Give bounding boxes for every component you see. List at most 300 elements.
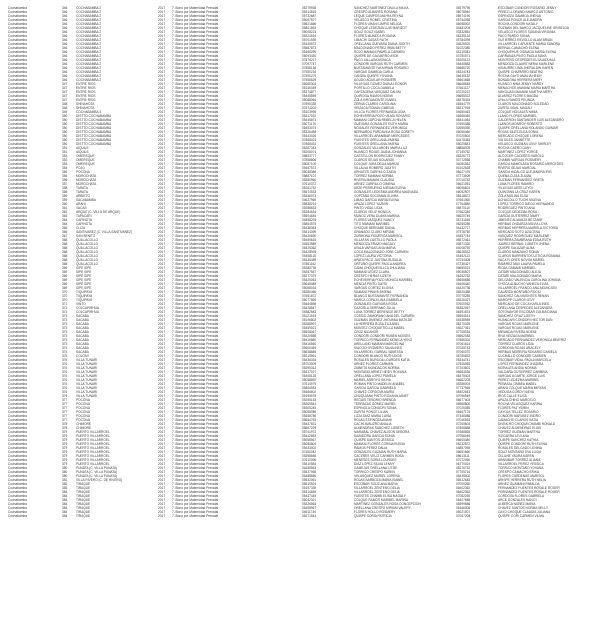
cell-mun: TIQUIPAYA: [76, 290, 93, 294]
cell-year: 2017: [158, 266, 166, 270]
cell-department: Cochabamba: [8, 458, 27, 462]
cell-mun: AIQUILE: [76, 146, 89, 150]
cell-mun: CHIMORE: [76, 426, 92, 430]
cell-id: 05071176: [302, 122, 316, 126]
cell-mun: SACABAMBA: [76, 198, 96, 202]
cell-mun: POCONA: [76, 406, 90, 410]
cell-mun: AIQUILE: [76, 150, 89, 154]
cell-ci: 04526920: [456, 42, 471, 46]
cell-code: 356: [62, 174, 68, 178]
cell-resp: CUCHALLO CONDORI CARMEN: [498, 354, 546, 358]
cell-name: MONTEZ CHOQUETICLLA MABEL: [354, 326, 405, 330]
cell-name: ECHEVERRIA POZO MONICA MARIBEL: [354, 278, 413, 282]
cell-program: 7. Bono por Maternidad Prenatal: [172, 30, 219, 34]
cell-id: 05445873: [302, 118, 317, 122]
cell-department: Cochabamba: [8, 258, 27, 262]
cell-id: 04611744: [302, 510, 316, 514]
cell-department: Cochabamba: [8, 430, 27, 434]
cell-code: 384: [62, 502, 68, 506]
cell-code: 373: [62, 338, 68, 342]
cell-program: 7. Bono por Maternidad Prenatal: [172, 154, 219, 158]
cell-year: 2017: [158, 338, 166, 342]
cell-resp: HERRERA ZAMBRANA EDNA RUTH: [498, 238, 552, 242]
cell-name: APATA PACO JUSTINA RUSALIA: [354, 258, 402, 262]
cell-department: Cochabamba: [8, 114, 27, 118]
cell-department: Cochabamba: [8, 78, 27, 82]
cell-department: Cochabamba: [8, 390, 27, 394]
cell-department: Cochabamba: [8, 338, 27, 342]
cell-mun: PUERTO VILLARROEL: [76, 462, 110, 466]
cell-resp: ZOLA MOLINA ELSA: [498, 194, 529, 198]
cell-name: QUISPE SORIA PATRICIA: [354, 514, 392, 518]
cell-department: Cochabamba: [8, 478, 27, 482]
cell-resp: CHAMBI VARGAS ROSMERY: [498, 158, 542, 162]
cell-code: 351: [62, 146, 68, 150]
cell-name: VILLCA FLORES FERNANDA LIDIA: [354, 110, 406, 114]
cell-year: 2017: [158, 250, 166, 254]
cell-ci: 06466006: [456, 506, 471, 510]
cell-ci: 07060370: [456, 350, 471, 354]
cell-resp: CLAROS BARRIENTOS LETICIA ROMANA: [498, 254, 561, 258]
cell-program: 7. Bono por Maternidad Prenatal: [172, 166, 219, 170]
cell-program: 7. Bono por Maternidad Prenatal: [172, 434, 219, 438]
cell-program: 7. Bono por Maternidad Prenatal: [172, 422, 219, 426]
cell-code: 376: [62, 394, 68, 398]
cell-year: 2017: [158, 394, 166, 398]
cell-year: 2017: [158, 78, 166, 82]
cell-year: 2017: [158, 34, 166, 38]
cell-name: CHOQUE LEDEZMA LUIS MARIZOT: [354, 26, 407, 30]
cell-name: MALDONADO PEREZ IRMA BETTY: [354, 46, 406, 50]
cell-name: ORELLANA LOPEZ PAMELA: [354, 374, 396, 378]
cell-mun: SIPE SIPE: [76, 270, 92, 274]
cell-year: 2017: [158, 430, 166, 434]
cell-mun: COCHABAMBA 2: [76, 38, 102, 42]
cell-id: 05287557: [302, 270, 317, 274]
cell-ci: 07205604: [456, 422, 471, 426]
cell-ci: 07015752: [456, 178, 471, 182]
cell-resp: SOLIZ MONTAÑO EVA LUCIA: [498, 450, 542, 454]
cell-id: 05416880: [302, 338, 317, 342]
cell-name: VILLARROEL ZENTENO DELIA: [354, 486, 400, 490]
cell-id: 05380466: [302, 290, 317, 294]
cell-id: 05459618: [302, 238, 317, 242]
cell-mun: TARATA: [76, 190, 88, 194]
cell-resp: LOPEZ FERNANDEZ JHADIRA: [498, 362, 544, 366]
cell-department: Cochabamba: [8, 346, 27, 350]
cell-program: 7. Bono por Maternidad Prenatal: [172, 514, 219, 518]
cell-program: 7. Bono por Maternidad Prenatal: [172, 486, 219, 490]
cell-resp: ZURITA VIDAL MAGALI: [498, 106, 533, 110]
cell-department: Cochabamba: [8, 386, 27, 390]
cell-mun: COCHABAMBA 2: [76, 10, 102, 14]
cell-code: 363: [62, 214, 68, 218]
cell-name: ROJAS BARBOZA MARIA ISABEL: [354, 478, 404, 482]
cell-ci: 07661060: [456, 198, 471, 202]
cell-resp: CATARI MALDONADO ALEJA: [498, 270, 542, 274]
cell-mun: PUERTO VILLARROEL: [76, 450, 110, 454]
cell-mun: COCHABAMBA 2: [76, 22, 102, 26]
cell-resp: QUISPE SANCHEZ KATHIA: [498, 438, 539, 442]
cell-name: GUZMAN JIMENEZ JHOVANA MATILDE: [354, 318, 413, 322]
cell-department: Cochabamba: [8, 506, 27, 510]
cell-code: 384: [62, 494, 68, 498]
cell-program: 7. Bono por Maternidad Prenatal: [172, 18, 219, 22]
cell-ci: 05754058: [456, 18, 471, 22]
cell-code: 379: [62, 450, 68, 454]
cell-ci: 06352067: [456, 306, 471, 310]
cell-department: Cochabamba: [8, 118, 27, 122]
cell-year: 2017: [158, 138, 166, 142]
cell-program: 7. Bono por Maternidad Prenatal: [172, 406, 219, 410]
cell-resp: CORDOVA FLORES GABRIELA: [498, 494, 545, 498]
cell-year: 2017: [158, 514, 166, 518]
cell-id: 05088064: [302, 98, 317, 102]
cell-program: 7. Bono por Maternidad Prenatal: [172, 126, 219, 130]
cell-year: 2017: [158, 302, 166, 306]
cell-department: Cochabamba: [8, 142, 27, 146]
cell-id: 05058034: [302, 286, 317, 290]
cell-code: 384: [62, 510, 68, 514]
cell-id: 05058567: [302, 438, 317, 442]
cell-mun: VILLA RIVERO (C. DE RIVERO): [76, 478, 123, 482]
cell-program: 7. Bono por Maternidad Prenatal: [172, 430, 219, 434]
cell-ci: 05276732: [456, 466, 471, 470]
cell-ci: 05784099: [456, 38, 471, 42]
cell-id: 05058892: [302, 378, 317, 382]
cell-id: 05459021: [302, 326, 317, 330]
cell-name: ROJO MAMANI PAMELA CARMEN: [354, 50, 405, 54]
cell-name: QUIROGA RAMOS NOEMI: [354, 94, 393, 98]
cell-mun: QUILLACOLLO: [76, 262, 99, 266]
cell-id: 05130049: [302, 86, 317, 90]
cell-resp: HUANCARI CONDORI HECTOR DAN: [498, 318, 553, 322]
cell-department: Cochabamba: [8, 34, 27, 38]
cell-name: CRUZ NICANOR: [354, 330, 379, 334]
cell-code: 349: [62, 110, 68, 114]
cell-name: DIAZ LOPEZ SILVIA LENNY: [354, 462, 395, 466]
cell-name: ARELLANO MAMANI MARCELINA: [354, 342, 405, 346]
cell-year: 2017: [158, 270, 166, 274]
cell-id: 07861162: [302, 262, 316, 266]
cell-department: Cochabamba: [8, 358, 27, 362]
cell-department: Cochabamba: [8, 154, 27, 158]
cell-mun: TIRAQUE: [76, 490, 91, 494]
cell-resp: VELASCO GUZMAN LENY SHIRLEY: [498, 142, 552, 146]
cell-resp: RIVERO SEJAS MARCIAL: [498, 166, 537, 170]
cell-resp: VARGAS UGARTE JORGE LUIS: [498, 374, 545, 378]
cell-department: Cochabamba: [8, 370, 27, 374]
cell-ci: 07273609: [456, 174, 471, 178]
cell-id: 05295312: [302, 366, 317, 370]
cell-name: CACERES VELIZ CARMEN ROSA: [354, 454, 404, 458]
cell-resp: COLQUE LEDEZMA ROSA: [498, 210, 538, 214]
cell-department: Cochabamba: [8, 278, 27, 282]
cell-resp: ORELLANA CESPEDES ALEJANDRA: [498, 306, 553, 310]
cell-name: ZURITA PONCE LILIAN: [354, 410, 388, 414]
cell-id: 05427065: [302, 470, 317, 474]
cell-program: 7. Bono por Maternidad Prenatal: [172, 170, 219, 174]
cell-ci: 05232872: [456, 442, 471, 446]
cell-code: 369: [62, 286, 68, 290]
cell-mun: TIRAQUE: [76, 506, 91, 510]
cell-name: PINTO VIDAL LIDIA: [354, 206, 383, 210]
cell-program: 7. Bono por Maternidad Prenatal: [172, 238, 219, 242]
cell-department: Cochabamba: [8, 10, 27, 14]
cell-year: 2017: [158, 294, 166, 298]
cell-mun: COCHABAMBA 2: [76, 70, 102, 74]
cell-mun: SIPE SIPE: [76, 286, 92, 290]
cell-ci: 05408440: [456, 282, 471, 286]
cell-program: 7. Bono por Maternidad Prenatal: [172, 450, 219, 454]
cell-name: MENESES SORIA LOURDES: [354, 458, 397, 462]
cell-name: CASTELLON RODRIGUEZ FANNY: [354, 154, 405, 158]
cell-code: 373: [62, 314, 68, 318]
cell-ci: 07145762: [456, 150, 471, 154]
cell-year: 2017: [158, 474, 166, 478]
cell-ci: 01022380: [456, 46, 471, 50]
cell-code: 366: [62, 230, 68, 234]
cell-department: Cochabamba: [8, 446, 27, 450]
cell-resp: VIZCARRA LEVI ANA: [498, 434, 529, 438]
cell-resp: RODRIGUEZ PINTO ANA: [498, 206, 535, 210]
cell-department: Cochabamba: [8, 62, 27, 66]
cell-ci: 04452113: [456, 254, 470, 258]
cell-id: 05103995: [302, 110, 317, 114]
cell-ci: 06562048: [456, 334, 471, 338]
cell-ci: 04627461: [456, 326, 471, 330]
cell-id: 05261752: [302, 186, 317, 190]
cell-id: 07868023: [302, 138, 317, 142]
cell-department: Cochabamba: [8, 74, 27, 78]
cell-ci: 07764680: [456, 202, 471, 206]
cell-name: COPTANA SOCOMAN ELVIRA: [354, 194, 399, 198]
cell-name: LOZA DIAZ MARIA LUISA: [354, 414, 392, 418]
cell-program: 7. Bono por Maternidad Prenatal: [172, 162, 219, 166]
cell-year: 2017: [158, 498, 166, 502]
cell-resp: RIVA VEIZAGA MARIBEL: [498, 334, 535, 338]
cell-ci: 06448683: [456, 62, 471, 66]
cell-department: Cochabamba: [8, 462, 27, 466]
cell-resp: CORDOVA ROJAS ARACELY: [498, 346, 541, 350]
cell-year: 2017: [158, 158, 166, 162]
cell-id: 05488686: [302, 474, 317, 478]
cell-name: MAMANI CAPCHA REBECA HELEN: [354, 118, 407, 122]
cell-resp: MIRANDA RIVERA NOEMI: [498, 330, 537, 334]
cell-year: 2017: [158, 234, 166, 238]
cell-id: 05436334: [302, 358, 317, 362]
cell-department: Cochabamba: [8, 266, 27, 270]
cell-mun: TIRAQUE: [76, 510, 91, 514]
cell-name: VARGAS CORTEZ ELOISA: [354, 286, 394, 290]
cell-ci: 05025843: [456, 142, 471, 146]
cell-department: Cochabamba: [8, 350, 27, 354]
cell-resp: DELGADO VALENCIA CAROLINA JOHANA: [498, 278, 561, 282]
cell-resp: GUZMAN FERNANDEZ GRETA: [498, 178, 544, 182]
cell-resp: MERCADO CHOQUE LORENA: [498, 134, 544, 138]
cell-id: 07614979: [302, 382, 317, 386]
cell-code: 380: [62, 474, 68, 478]
cell-department: Cochabamba: [8, 318, 27, 322]
cell-department: Cochabamba: [8, 130, 27, 134]
cell-program: 7. Bono por Maternidad Prenatal: [172, 270, 219, 274]
cell-program: 7. Bono por Maternidad Prenatal: [172, 350, 219, 354]
cell-department: Cochabamba: [8, 186, 27, 190]
cell-name: COCA MALDONADO JOSE CARMEN: [354, 250, 409, 254]
cell-department: Cochabamba: [8, 398, 27, 402]
cell-department: Cochabamba: [8, 18, 27, 22]
cell-program: 7. Bono por Maternidad Prenatal: [172, 26, 219, 30]
cell-resp: CAYO CHOQUE CLAUDIA JULIANA: [498, 510, 551, 514]
cell-resp: HERBAS ONDARZA MILVIA LOYA: [498, 222, 548, 226]
cell-program: 7. Bono por Maternidad Prenatal: [172, 370, 219, 374]
cell-code: 376: [62, 370, 68, 374]
cell-department: Cochabamba: [8, 50, 27, 54]
cell-resp: ARISPE HERRERA RUTH NELIA: [498, 478, 546, 482]
cell-code: 379: [62, 446, 68, 450]
cell-ci: 05656686: [456, 278, 471, 282]
cell-id: 05008223: [302, 30, 317, 34]
cell-program: 7. Bono por Maternidad Prenatal: [172, 82, 219, 86]
cell-id: 05077869: [302, 298, 317, 302]
cell-code: 376: [62, 386, 68, 390]
cell-ci: 07057208: [456, 514, 471, 518]
cell-department: Cochabamba: [8, 86, 27, 90]
cell-name: AGUDO AGUILAR ROSMERI: [354, 78, 397, 82]
cell-mun: DISTTO COCHABAMBA: [76, 142, 112, 146]
cell-year: 2017: [158, 106, 166, 110]
cell-id: 07874217: [302, 58, 317, 62]
cell-id: 05042321: [302, 498, 317, 502]
cell-mun: TIRAQUE: [76, 486, 91, 490]
cell-id: 07858806: [302, 158, 317, 162]
cell-ci: 07600052: [456, 302, 471, 306]
cell-ci: 07690486: [456, 122, 471, 126]
cell-code: 384: [62, 506, 68, 510]
cell-ci: 06871320: [456, 242, 471, 246]
cell-resp: VARGAS ROJAS MARLENE: [498, 322, 539, 326]
cell-ci: 05334741: [456, 358, 471, 362]
cell-id: 05317022: [302, 114, 317, 118]
cell-resp: QUISPE CORI CARMEN VILMA: [498, 514, 545, 518]
cell-department: Cochabamba: [8, 486, 27, 490]
cell-mun: MOROCHATA: [76, 178, 97, 182]
cell-program: 7. Bono por Maternidad Prenatal: [172, 398, 219, 402]
cell-program: 7. Bono por Maternidad Prenatal: [172, 210, 219, 214]
cell-department: Cochabamba: [8, 182, 27, 186]
cell-program: 7. Bono por Maternidad Prenatal: [172, 378, 219, 382]
cell-year: 2017: [158, 274, 166, 278]
cell-department: Cochabamba: [8, 66, 27, 70]
cell-resp: CAMACHO CLAROS KATIA: [498, 418, 539, 422]
cell-year: 2017: [158, 58, 166, 62]
cell-ci: 05870110: [456, 206, 470, 210]
cell-mun: QUILLACOLLO: [76, 242, 99, 246]
cell-mun: OMEREQUE: [76, 158, 95, 162]
cell-year: 2017: [158, 310, 166, 314]
cell-program: 7. Bono por Maternidad Prenatal: [172, 482, 219, 486]
cell-code: 368: [62, 246, 68, 250]
cell-ci: 06058002: [456, 22, 471, 26]
cell-resp: BERNAL CAMACHO ELENA: [498, 46, 540, 50]
cell-code: 358: [62, 190, 68, 194]
cell-department: Cochabamba: [8, 106, 27, 110]
cell-resp: FERNANDEZ FUENTES ROSALE ROGER: [498, 490, 560, 494]
cell-name: LOPEZ LAURA VICTORIA: [354, 254, 392, 258]
cell-resp: VASQUEZ RODRIGUEZ MARLENE: [498, 234, 550, 238]
cell-id: 05458115: [302, 254, 316, 258]
cell-mun: VINTO: [76, 302, 86, 306]
cell-resp: VILLARROEL PEREZ YESSICA: [498, 462, 544, 466]
cell-program: 7. Bono por Maternidad Prenatal: [172, 414, 219, 418]
cell-code: 384: [62, 490, 68, 494]
cell-id: 05587873: [302, 46, 317, 50]
cell-department: Cochabamba: [8, 102, 27, 106]
cell-name: ARZE PERRUFINO MIRIAM ELENA: [354, 186, 406, 190]
cell-mun: COLCAPIRHUA: [76, 310, 100, 314]
cell-id: 07890335: [302, 102, 317, 106]
cell-name: CHAVEZ CORDOVA MARIA: [354, 390, 395, 394]
cell-department: Cochabamba: [8, 170, 27, 174]
cell-program: 7. Bono por Maternidad Prenatal: [172, 334, 219, 338]
cell-program: 7. Bono por Maternidad Prenatal: [172, 402, 219, 406]
cell-resp: MERCADO DE COCA KARLA INES: [498, 302, 550, 306]
cell-name: TORRICO CRESPO KAREN: [354, 470, 395, 474]
cell-mun: COCHABAMBA 2: [76, 6, 102, 10]
cell-resp: HUANCO NINA JENNY NARDY: [498, 82, 544, 86]
cell-department: Cochabamba: [8, 282, 27, 286]
cell-year: 2017: [158, 14, 166, 18]
cell-id: 05417027: [302, 370, 317, 374]
cell-ci: 06435602: [456, 474, 471, 478]
cell-mun: COCHABAMBA 2: [76, 46, 102, 50]
cell-mun: ENTRE RIOS: [76, 94, 96, 98]
cell-ci: 06554514: [456, 314, 471, 318]
cell-year: 2017: [158, 350, 166, 354]
cell-program: 7. Bono por Maternidad Prenatal: [172, 94, 219, 98]
cell-mun: VILLA TUNARI: [76, 378, 98, 382]
cell-name: CAZORLA SERRANO JULIA: [354, 306, 396, 310]
cell-mun: ENTRE RIOS: [76, 82, 96, 86]
cell-mun: VILLA TUNARI: [76, 394, 98, 398]
cell-resp: MARTINEZ LOPEZ YORGE: [498, 150, 538, 154]
cell-mun: DISTTO COCHABAMBA: [76, 134, 112, 138]
cell-id: 05703009: [302, 362, 317, 366]
cell-id: 05288997: [302, 322, 317, 326]
cell-program: 7. Bono por Maternidad Prenatal: [172, 66, 219, 70]
cell-code: 354: [62, 166, 68, 170]
cell-program: 7. Bono por Maternidad Prenatal: [172, 454, 219, 458]
cell-code: 346: [62, 14, 68, 18]
cell-resp: COLQUE NOGALES NIMIA: [498, 110, 538, 114]
cell-name: BLANCO BUSTAMANTE FERNANDA: [354, 294, 408, 298]
cell-name: VARGAS GAMBOA CARLA: [354, 70, 394, 74]
cell-year: 2017: [158, 50, 166, 54]
cell-program: 7. Bono por Maternidad Prenatal: [172, 282, 219, 286]
cell-ci: 08478434: [456, 98, 471, 102]
cell-year: 2017: [158, 382, 166, 386]
cell-code: 350: [62, 126, 68, 130]
cell-name: MAMANI FLORES CORINA ELENA: [354, 442, 405, 446]
cell-mun: POCONA: [76, 170, 90, 174]
cell-ci: 04478483: [456, 138, 471, 142]
cell-id: 04458553: [302, 466, 317, 470]
cell-resp: RIOJA GAMAMI MARIBEL: [498, 266, 536, 270]
cell-mun: QUILLACOLLO: [76, 258, 99, 262]
cell-program: 7. Bono por Maternidad Prenatal: [172, 6, 219, 10]
cell-name: ARNEZ FLORES CARMEN: [354, 362, 394, 366]
cell-name: ZUBIETA MONDACON NORMA: [354, 366, 400, 370]
